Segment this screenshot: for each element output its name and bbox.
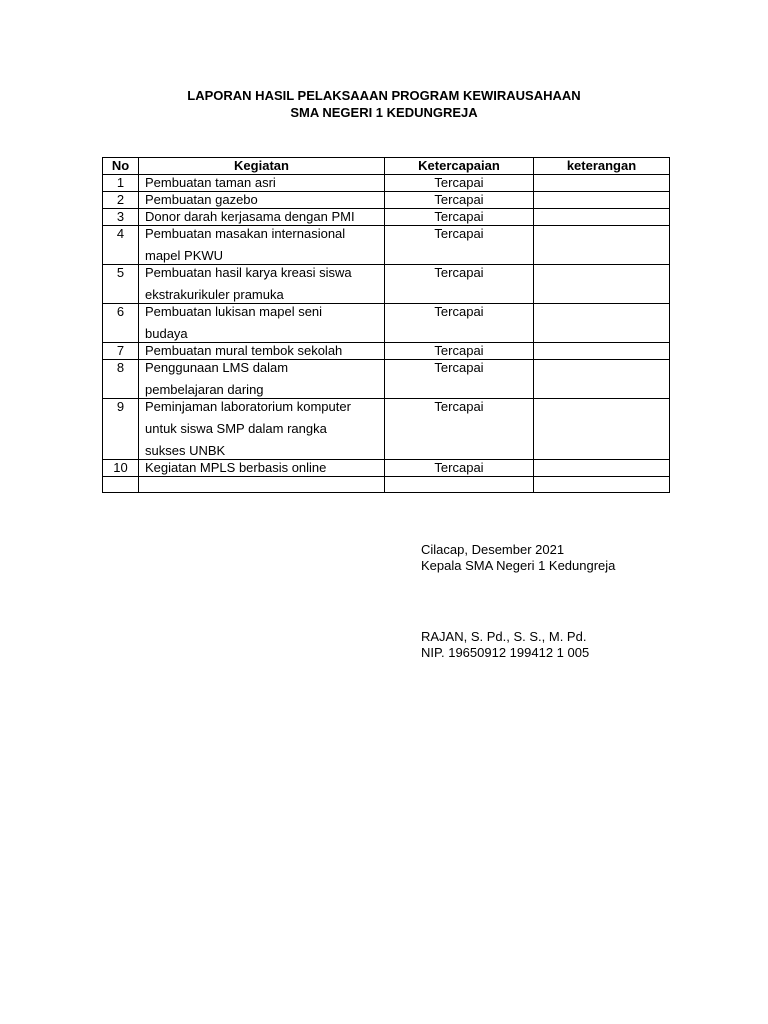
- kegiatan-line: Kegiatan MPLS berbasis online: [145, 460, 327, 475]
- cell-kegiatan: [139, 226, 385, 265]
- cell-keterangan: [534, 360, 670, 399]
- cell-keterangan: [534, 192, 670, 209]
- cell-no: 7: [103, 343, 139, 360]
- table-row: [103, 192, 670, 209]
- kegiatan-line: sukses UNBK: [145, 443, 226, 458]
- kegiatan-line: Penggunaan LMS dalam: [145, 360, 289, 375]
- cell-no: 6: [103, 304, 139, 343]
- program-report-table: [102, 157, 670, 493]
- kegiatan-line: untuk siswa SMP dalam rangka: [145, 421, 327, 436]
- cell-kegiatan: [139, 175, 385, 192]
- cell-keterangan: [534, 175, 670, 192]
- cell-ketercapaian: Tercapai: [385, 209, 534, 226]
- cell-kegiatan: [139, 477, 385, 493]
- table-body: [103, 175, 670, 493]
- cell-ketercapaian: Tercapai: [385, 399, 534, 460]
- kegiatan-line: Pembuatan hasil karya kreasi siswa: [145, 265, 352, 280]
- kegiatan-line: Pembuatan masakan internasional: [145, 226, 346, 241]
- kegiatan-line: Pembuatan mural tembok sekolah: [145, 343, 343, 358]
- cell-ketercapaian: Tercapai: [385, 304, 534, 343]
- signature-name: RAJAN, S. Pd., S. S., M. Pd.: [421, 629, 587, 644]
- cell-keterangan: [534, 304, 670, 343]
- header-ketercapaian: Ketercapaian: [385, 158, 534, 175]
- kegiatan-line: Pembuatan gazebo: [145, 192, 258, 207]
- kegiatan-line: Pembuatan lukisan mapel seni: [145, 304, 323, 319]
- cell-keterangan: [534, 265, 670, 304]
- kegiatan-line: ekstrakurikuler pramuka: [145, 287, 284, 302]
- cell-kegiatan: [139, 209, 385, 226]
- header-kegiatan: Kegiatan: [139, 158, 385, 175]
- cell-no: 3: [103, 209, 139, 226]
- table-row: [103, 460, 670, 477]
- cell-no: 2: [103, 192, 139, 209]
- table-row: [103, 477, 670, 493]
- kegiatan-line: mapel PKWU: [145, 248, 224, 263]
- kegiatan-line: Pembuatan taman asri: [145, 175, 276, 190]
- table-row: [103, 175, 670, 192]
- kegiatan-line: budaya: [145, 326, 188, 341]
- cell-keterangan: [534, 399, 670, 460]
- header-no: No: [103, 158, 139, 175]
- cell-no: 1: [103, 175, 139, 192]
- table-row: [103, 399, 670, 460]
- header-keterangan: keterangan: [534, 158, 670, 175]
- signature-nip: NIP. 19650912 199412 1 005: [421, 645, 590, 660]
- kegiatan-line: pembelajaran daring: [145, 382, 264, 397]
- cell-no: 10: [103, 460, 139, 477]
- cell-keterangan: [534, 477, 670, 493]
- cell-ketercapaian: [385, 477, 534, 493]
- cell-keterangan: [534, 209, 670, 226]
- cell-no: 9: [103, 399, 139, 460]
- cell-ketercapaian: Tercapai: [385, 226, 534, 265]
- table-row: [103, 209, 670, 226]
- document-subtitle: SMA NEGERI 1 KEDUNGREJA: [290, 105, 478, 120]
- cell-ketercapaian: Tercapai: [385, 360, 534, 399]
- cell-kegiatan: [139, 192, 385, 209]
- cell-kegiatan: [139, 304, 385, 343]
- cell-ketercapaian: Tercapai: [385, 192, 534, 209]
- cell-kegiatan: [139, 343, 385, 360]
- cell-ketercapaian: Tercapai: [385, 460, 534, 477]
- kegiatan-line: Peminjaman laboratorium komputer: [145, 399, 351, 414]
- cell-no: 4: [103, 226, 139, 265]
- cell-keterangan: [534, 343, 670, 360]
- cell-kegiatan: [139, 460, 385, 477]
- table-row: [103, 265, 670, 304]
- kegiatan-line: Donor darah kerjasama dengan PMI: [145, 209, 355, 224]
- table-row: [103, 304, 670, 343]
- cell-no: 8: [103, 360, 139, 399]
- table-header-row: [103, 158, 670, 175]
- signature-place-date: Cilacap, Desember 2021: [421, 542, 565, 557]
- cell-kegiatan: [139, 360, 385, 399]
- table-row: [103, 226, 670, 265]
- cell-kegiatan: [139, 265, 385, 304]
- signature-position: Kepala SMA Negeri 1 Kedungreja: [421, 558, 616, 573]
- cell-no: [103, 477, 139, 493]
- table-row: [103, 343, 670, 360]
- cell-keterangan: [534, 226, 670, 265]
- cell-ketercapaian: Tercapai: [385, 343, 534, 360]
- cell-keterangan: [534, 460, 670, 477]
- cell-no: 5: [103, 265, 139, 304]
- cell-ketercapaian: Tercapai: [385, 265, 534, 304]
- document-title: LAPORAN HASIL PELAKSAAAN PROGRAM KEWIRAUSAHAAN: [187, 88, 581, 103]
- table-row: [103, 360, 670, 399]
- cell-ketercapaian: Tercapai: [385, 175, 534, 192]
- cell-kegiatan: [139, 399, 385, 460]
